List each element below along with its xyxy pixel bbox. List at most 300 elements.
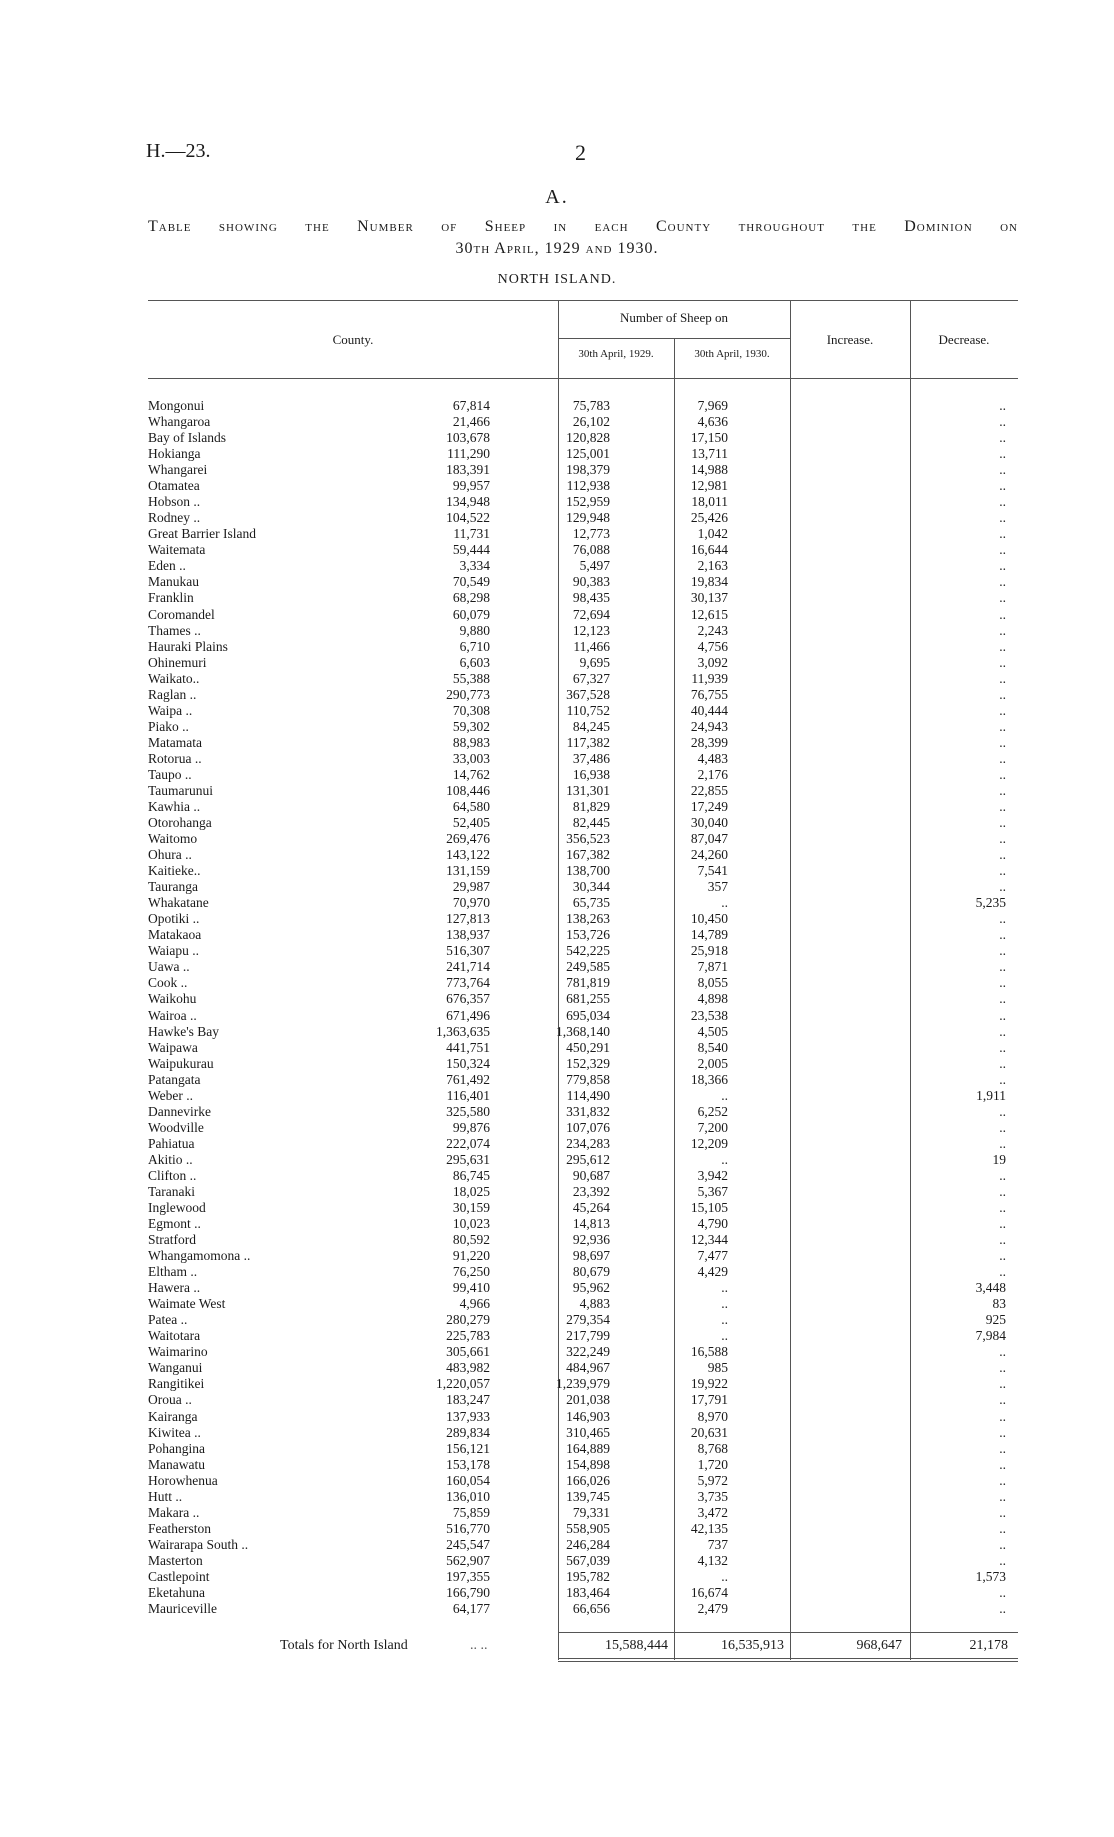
table-row	[148, 1441, 1018, 1457]
sheep-1929: 1,220,057	[436, 1376, 490, 1392]
sheep-1929: 14,762	[452, 766, 490, 782]
county-name: Manukau	[148, 574, 199, 590]
decrease-value: ..	[999, 1007, 1006, 1023]
sheep-1930: 246,284	[566, 1536, 610, 1552]
sheep-1929: 111,290	[447, 446, 490, 462]
table-row	[148, 494, 1018, 510]
sheep-1929: 160,054	[446, 1472, 490, 1488]
table-title-line1: Table showing the Number of Sheep in each County throughout the Dominion on	[148, 218, 1018, 235]
decrease-value: ..	[999, 1039, 1006, 1055]
increase-value: 4,756	[697, 638, 728, 654]
table-row	[148, 1585, 1018, 1601]
sheep-1930: 779,858	[566, 1071, 610, 1087]
table-row	[148, 1457, 1018, 1473]
sheep-1930: 322,249	[566, 1344, 610, 1360]
increase-value: ..	[721, 1568, 728, 1584]
increase-value: 357	[707, 879, 728, 895]
sheep-1930: 23,392	[572, 1183, 610, 1199]
increase-value: 985	[707, 1360, 728, 1376]
table-row	[148, 687, 1018, 703]
sheep-1929: 64,177	[452, 1601, 490, 1616]
sheep-1930: 195,782	[566, 1568, 610, 1584]
decrease-value: ..	[999, 1248, 1006, 1264]
sheep-1929: 222,074	[446, 1135, 490, 1151]
increase-value: 24,943	[690, 718, 728, 734]
decrease-value: ..	[999, 1216, 1006, 1232]
decrease-value: ..	[999, 1472, 1006, 1488]
totals-bottom-rule-2	[558, 1661, 1018, 1662]
sheep-1930: 558,905	[566, 1520, 610, 1536]
decrease-value: ..	[999, 398, 1006, 413]
table-row	[148, 911, 1018, 927]
increase-value: 3,735	[697, 1488, 728, 1504]
increase-value: 3,092	[697, 654, 728, 670]
decrease-value: ..	[999, 478, 1006, 494]
sheep-1930: 167,382	[566, 847, 610, 863]
increase-value: ..	[721, 1280, 728, 1296]
sheep-1930: 92,936	[572, 1232, 610, 1248]
decrease-value: 3,448	[975, 1280, 1006, 1296]
table-row	[148, 767, 1018, 783]
county-name: Cook ..	[148, 975, 188, 991]
decrease-value: ..	[999, 686, 1006, 702]
sheep-1929: 183,391	[446, 462, 490, 478]
table-row	[148, 1392, 1018, 1408]
table-row	[148, 1216, 1018, 1232]
sheep-1929: 60,079	[452, 606, 490, 622]
sheep-1930: 82,445	[572, 815, 610, 831]
sheep-1929: 483,982	[446, 1360, 490, 1376]
sheep-1930: 95,962	[572, 1280, 610, 1296]
county-name: Wairoa ..	[148, 1007, 197, 1023]
sheep-1930: 146,903	[566, 1408, 610, 1424]
table-row	[148, 430, 1018, 446]
decrease-value: ..	[999, 1488, 1006, 1504]
sheep-1930: 567,039	[566, 1552, 610, 1568]
table-row	[148, 1248, 1018, 1264]
sheep-1930: 120,828	[566, 430, 610, 446]
sheep-1929: 127,813	[446, 911, 490, 927]
county-name: Hokianga	[148, 446, 201, 462]
sheep-1930: 80,679	[572, 1264, 610, 1280]
decrease-value: ..	[999, 1023, 1006, 1039]
sheep-1929: 295,631	[446, 1151, 490, 1167]
decrease-value: 925	[985, 1312, 1006, 1328]
sheep-1930: 12,773	[572, 526, 610, 542]
county-name: Waikato..	[148, 670, 200, 686]
increase-value: 11,939	[691, 670, 728, 686]
sheep-1930: 139,745	[566, 1488, 610, 1504]
county-name: Raglan ..	[148, 686, 197, 702]
sheep-1929: 59,444	[452, 542, 490, 558]
sheep-1930: 75,783	[572, 398, 610, 413]
sheep-1929: 241,714	[446, 959, 490, 975]
decrease-value: ..	[999, 1119, 1006, 1135]
increase-value: 19,922	[690, 1376, 728, 1392]
increase-value: 76,755	[690, 686, 728, 702]
decrease-value: ..	[999, 718, 1006, 734]
decrease-value: ..	[999, 1520, 1006, 1536]
county-name: Hawera ..	[148, 1280, 201, 1296]
county-name: Wairarapa South ..	[148, 1536, 249, 1552]
decrease-value: ..	[999, 831, 1006, 847]
totals-label: Totals for North Island	[280, 1638, 408, 1653]
increase-value: 15,105	[690, 1200, 728, 1215]
table-row	[148, 959, 1018, 975]
increase-value: ..	[721, 1151, 728, 1167]
decrease-value: ..	[999, 750, 1006, 766]
decrease-value: ..	[999, 1264, 1006, 1280]
decrease-value: ..	[999, 782, 1006, 798]
county-name: Whakatane	[148, 895, 209, 911]
increase-value: 20,631	[690, 1424, 728, 1440]
table-row	[148, 1088, 1018, 1104]
sheep-1929: 150,324	[446, 1055, 490, 1071]
increase-value: 2,005	[697, 1055, 728, 1071]
county-name: Otamatea	[148, 478, 200, 494]
county-name: Taumarunui	[148, 782, 214, 798]
table-row	[148, 895, 1018, 911]
county-name: Rotorua ..	[148, 750, 202, 766]
sheep-1929: 29,987	[452, 879, 490, 895]
increase-value: 16,644	[690, 542, 728, 558]
sheep-1930: 90,687	[572, 1167, 610, 1183]
sheep-1929: 70,308	[452, 702, 490, 718]
county-name: Waitotara	[148, 1328, 201, 1344]
county-name: Waipa ..	[148, 702, 193, 718]
increase-value: 25,426	[690, 510, 728, 526]
county-name: Rodney ..	[148, 510, 201, 526]
sheep-1930: 310,465	[566, 1424, 610, 1440]
increase-value: 18,366	[690, 1071, 728, 1087]
decrease-value: ..	[999, 1360, 1006, 1376]
sheep-1929: 3,334	[459, 558, 490, 574]
increase-value: 25,918	[690, 943, 728, 959]
decrease-value: ..	[999, 414, 1006, 430]
table-row	[148, 478, 1018, 494]
decrease-value: ..	[999, 590, 1006, 606]
table-row	[148, 1569, 1018, 1585]
decrease-value: ..	[999, 446, 1006, 462]
decrease-value: ..	[999, 622, 1006, 638]
county-name: Coromandel	[148, 606, 215, 622]
county-name: Akitio ..	[148, 1151, 193, 1167]
sheep-1929: 183,247	[446, 1392, 490, 1408]
sheep-1930: 201,038	[566, 1392, 610, 1408]
decrease-value: ..	[999, 1584, 1006, 1600]
sheep-1929: 104,522	[446, 510, 490, 526]
decrease-value: ..	[999, 574, 1006, 590]
county-name: Waikohu	[148, 991, 197, 1007]
sheep-1930: 217,799	[566, 1328, 610, 1344]
table-row	[148, 1200, 1018, 1216]
sheep-1929: 99,876	[452, 1119, 490, 1135]
increase-value: 3,472	[697, 1504, 728, 1520]
increase-value: 16,588	[690, 1344, 728, 1360]
county-name: Taranaki	[148, 1183, 196, 1199]
county-name: Makara ..	[148, 1504, 200, 1520]
sheep-1929: 91,220	[452, 1248, 490, 1264]
increase-value: 8,970	[697, 1408, 728, 1424]
table-row	[148, 991, 1018, 1007]
county-name: Taupo ..	[148, 766, 192, 782]
decrease-value: ..	[999, 766, 1006, 782]
table-row	[148, 542, 1018, 558]
county-name: Pahiatua	[148, 1135, 195, 1151]
sheep-1930: 14,813	[572, 1216, 610, 1232]
county-name: Matakaoa	[148, 927, 202, 943]
table-row	[148, 574, 1018, 590]
sheep-1930: 5,497	[579, 558, 610, 574]
sheep-1930: 138,263	[566, 911, 610, 927]
table-row	[148, 831, 1018, 847]
total-decrease: 21,178	[969, 1638, 1008, 1653]
sheep-1929: 197,355	[446, 1568, 490, 1584]
sheep-1930: 11,466	[573, 638, 610, 654]
increase-value: ..	[721, 1087, 728, 1103]
decrease-value: 7,984	[975, 1328, 1006, 1344]
county-name: Clifton ..	[148, 1167, 197, 1183]
table-row	[148, 1152, 1018, 1168]
table-row	[148, 1264, 1018, 1280]
decrease-value: ..	[999, 1103, 1006, 1119]
decrease-value: ..	[999, 670, 1006, 686]
table-row	[148, 1425, 1018, 1441]
county-name: Eltham ..	[148, 1264, 198, 1280]
sheep-1930: 90,383	[572, 574, 610, 590]
decrease-value: ..	[999, 991, 1006, 1007]
increase-value: 42,135	[690, 1520, 728, 1536]
county-name: Woodville	[148, 1119, 204, 1135]
county-name: Hutt ..	[148, 1488, 183, 1504]
county-name: Eden ..	[148, 558, 186, 574]
sheep-1929: 143,122	[446, 847, 490, 863]
sheep-1929: 137,933	[446, 1408, 490, 1424]
county-name: Egmont ..	[148, 1216, 201, 1232]
decrease-value: ..	[999, 1200, 1006, 1215]
decrease-value: ..	[999, 975, 1006, 991]
table-row	[148, 783, 1018, 799]
sheep-1930: 183,464	[566, 1584, 610, 1600]
sheep-1930: 542,225	[566, 943, 610, 959]
sheep-1929: 52,405	[452, 815, 490, 831]
table-row	[148, 863, 1018, 879]
table-row	[148, 446, 1018, 462]
county-name: Waimarino	[148, 1344, 208, 1360]
decrease-value: ..	[999, 1504, 1006, 1520]
table-row	[148, 607, 1018, 623]
sheep-1929: 516,307	[446, 943, 490, 959]
increase-value: 18,011	[691, 494, 728, 510]
table-row	[148, 671, 1018, 687]
increase-value: 23,538	[690, 1007, 728, 1023]
decrease-value: ..	[999, 558, 1006, 574]
sheep-1929: 99,410	[452, 1280, 490, 1296]
sheep-1929: 99,957	[452, 478, 490, 494]
increase-value: 14,988	[690, 462, 728, 478]
sheep-1930: 9,695	[579, 654, 610, 670]
decrease-value: ..	[999, 1440, 1006, 1456]
sheep-1930: 331,832	[566, 1103, 610, 1119]
sheep-1929: 64,580	[452, 799, 490, 814]
sheep-1930: 4,883	[579, 1296, 610, 1312]
sheep-1930: 153,726	[566, 927, 610, 943]
decrease-value: ..	[999, 510, 1006, 526]
decrease-value: ..	[999, 1135, 1006, 1151]
sheep-1929: 70,970	[452, 895, 490, 911]
decrease-value: ..	[999, 1456, 1006, 1472]
county-name: Eketahuna	[148, 1584, 205, 1600]
county-name: Castlepoint	[148, 1568, 210, 1584]
sheep-1929: 156,121	[446, 1440, 490, 1456]
document-ref: H.—23.	[146, 140, 211, 162]
increase-value: 28,399	[690, 734, 728, 750]
sheep-1929: 1,363,635	[436, 1023, 490, 1039]
table-row	[148, 639, 1018, 655]
sheep-1930: 249,585	[566, 959, 610, 975]
sheep-1930: 484,967	[566, 1360, 610, 1376]
decrease-value: ..	[999, 943, 1006, 959]
sheep-1930: 72,694	[572, 606, 610, 622]
sheep-1930: 16,938	[572, 766, 610, 782]
sheep-1930: 1,239,979	[556, 1376, 610, 1392]
increase-value: 12,344	[690, 1232, 728, 1248]
county-name: Masterton	[148, 1552, 203, 1568]
totals-top-rule	[558, 1632, 1018, 1633]
county-name: Mauriceville	[148, 1601, 217, 1616]
sheep-1929: 10,023	[452, 1216, 490, 1232]
decrease-value: ..	[999, 1055, 1006, 1071]
decrease-value: ..	[999, 430, 1006, 446]
sheep-1929: 68,298	[452, 590, 490, 606]
table-row	[148, 1505, 1018, 1521]
sheep-1929: 289,834	[446, 1424, 490, 1440]
sheep-1929: 245,547	[446, 1536, 490, 1552]
increase-value: 5,367	[697, 1183, 728, 1199]
increase-value: 12,981	[690, 478, 728, 494]
sheep-1930: 65,735	[572, 895, 610, 911]
decrease-value: ..	[999, 879, 1006, 895]
county-name: Horowhenua	[148, 1472, 218, 1488]
county-name: Inglewood	[148, 1200, 206, 1215]
decrease-value: ..	[999, 1536, 1006, 1552]
increase-value: 2,479	[697, 1601, 728, 1616]
sheep-1930: 166,026	[566, 1472, 610, 1488]
increase-value: 6,252	[697, 1103, 728, 1119]
decrease-value: ..	[999, 702, 1006, 718]
table-row	[148, 1473, 1018, 1489]
increase-value: 40,444	[690, 702, 728, 718]
totals-dots: .. ..	[470, 1638, 488, 1653]
increase-value: 17,150	[690, 430, 728, 446]
table-row	[148, 558, 1018, 574]
sheep-1929: 269,476	[446, 831, 490, 847]
increase-header: Increase.	[826, 332, 874, 347]
sheep-1930: 37,486	[572, 750, 610, 766]
sheep-1929: 21,466	[452, 414, 490, 430]
sheep-1930: 152,959	[566, 494, 610, 510]
table-row	[148, 799, 1018, 815]
table-row	[148, 703, 1018, 719]
table-row	[148, 1344, 1018, 1360]
county-header: County.	[332, 332, 374, 347]
table-row	[148, 590, 1018, 606]
increase-value: 2,163	[697, 558, 728, 574]
sheep-1930: 98,435	[572, 590, 610, 606]
sheep-1929: 516,770	[446, 1520, 490, 1536]
table-title-line2: 30th April, 1929 and 1930.	[455, 240, 659, 257]
sheep-1930: 695,034	[566, 1007, 610, 1023]
increase-value: 16,674	[690, 1584, 728, 1600]
increase-value: 8,540	[697, 1039, 728, 1055]
table-row	[148, 1232, 1018, 1248]
decrease-value: ..	[999, 1392, 1006, 1408]
decrease-value: ..	[999, 847, 1006, 863]
county-name: Whangarei	[148, 462, 208, 478]
increase-value: 8,055	[697, 975, 728, 991]
sheep-1930: 26,102	[572, 414, 610, 430]
table-row	[148, 943, 1018, 959]
sheep-1929: 6,710	[459, 638, 490, 654]
increase-value: 7,200	[697, 1119, 728, 1135]
decrease-value: ..	[999, 1167, 1006, 1183]
county-name: Kaitieke..	[148, 863, 201, 879]
page-number: 2	[575, 140, 586, 165]
decrease-value: ..	[999, 606, 1006, 622]
table-row	[148, 879, 1018, 895]
sheep-1929: 9,880	[459, 622, 490, 638]
county-name: Wanganui	[148, 1360, 203, 1376]
table-row	[148, 847, 1018, 863]
decrease-value: ..	[999, 654, 1006, 670]
county-name: Manawatu	[148, 1456, 205, 1472]
decrease-header: Decrease.	[938, 332, 990, 347]
county-name: Thames ..	[148, 622, 201, 638]
decrease-value: ..	[999, 462, 1006, 478]
increase-value: 7,871	[697, 959, 728, 975]
decrease-value: ..	[999, 526, 1006, 542]
county-name: Kairanga	[148, 1408, 198, 1424]
increase-value: 7,969	[697, 398, 728, 413]
increase-value: 17,249	[690, 799, 728, 814]
table-row	[148, 927, 1018, 943]
increase-value: 2,176	[697, 766, 728, 782]
sheep-1930: 164,889	[566, 1440, 610, 1456]
sheep-1929: 671,496	[446, 1007, 490, 1023]
table-row	[148, 1521, 1018, 1537]
sheep-1929: 280,279	[446, 1312, 490, 1328]
sheep-1930: 154,898	[566, 1456, 610, 1472]
decrease-value: ..	[999, 863, 1006, 879]
table-row	[148, 1537, 1018, 1553]
table-row	[148, 975, 1018, 991]
sheep-1929: 86,745	[452, 1167, 490, 1183]
county-name: Waitemata	[148, 542, 206, 558]
sheep-1929: 153,178	[446, 1456, 490, 1472]
decrease-value: ..	[999, 959, 1006, 975]
decrease-value: 83	[992, 1296, 1006, 1312]
sheep-1929: 76,250	[452, 1264, 490, 1280]
sheep-1930: 30,344	[572, 879, 610, 895]
sheep-1930: 198,379	[566, 462, 610, 478]
county-name: Hawke's Bay	[148, 1023, 220, 1039]
sheep-1930: 1,368,140	[556, 1023, 610, 1039]
county-name: Featherston	[148, 1520, 211, 1536]
increase-value: 14,789	[690, 927, 728, 943]
increase-value: 1,720	[697, 1456, 728, 1472]
sheep-1930: 117,382	[566, 734, 610, 750]
county-name: Waimate West	[148, 1296, 226, 1312]
